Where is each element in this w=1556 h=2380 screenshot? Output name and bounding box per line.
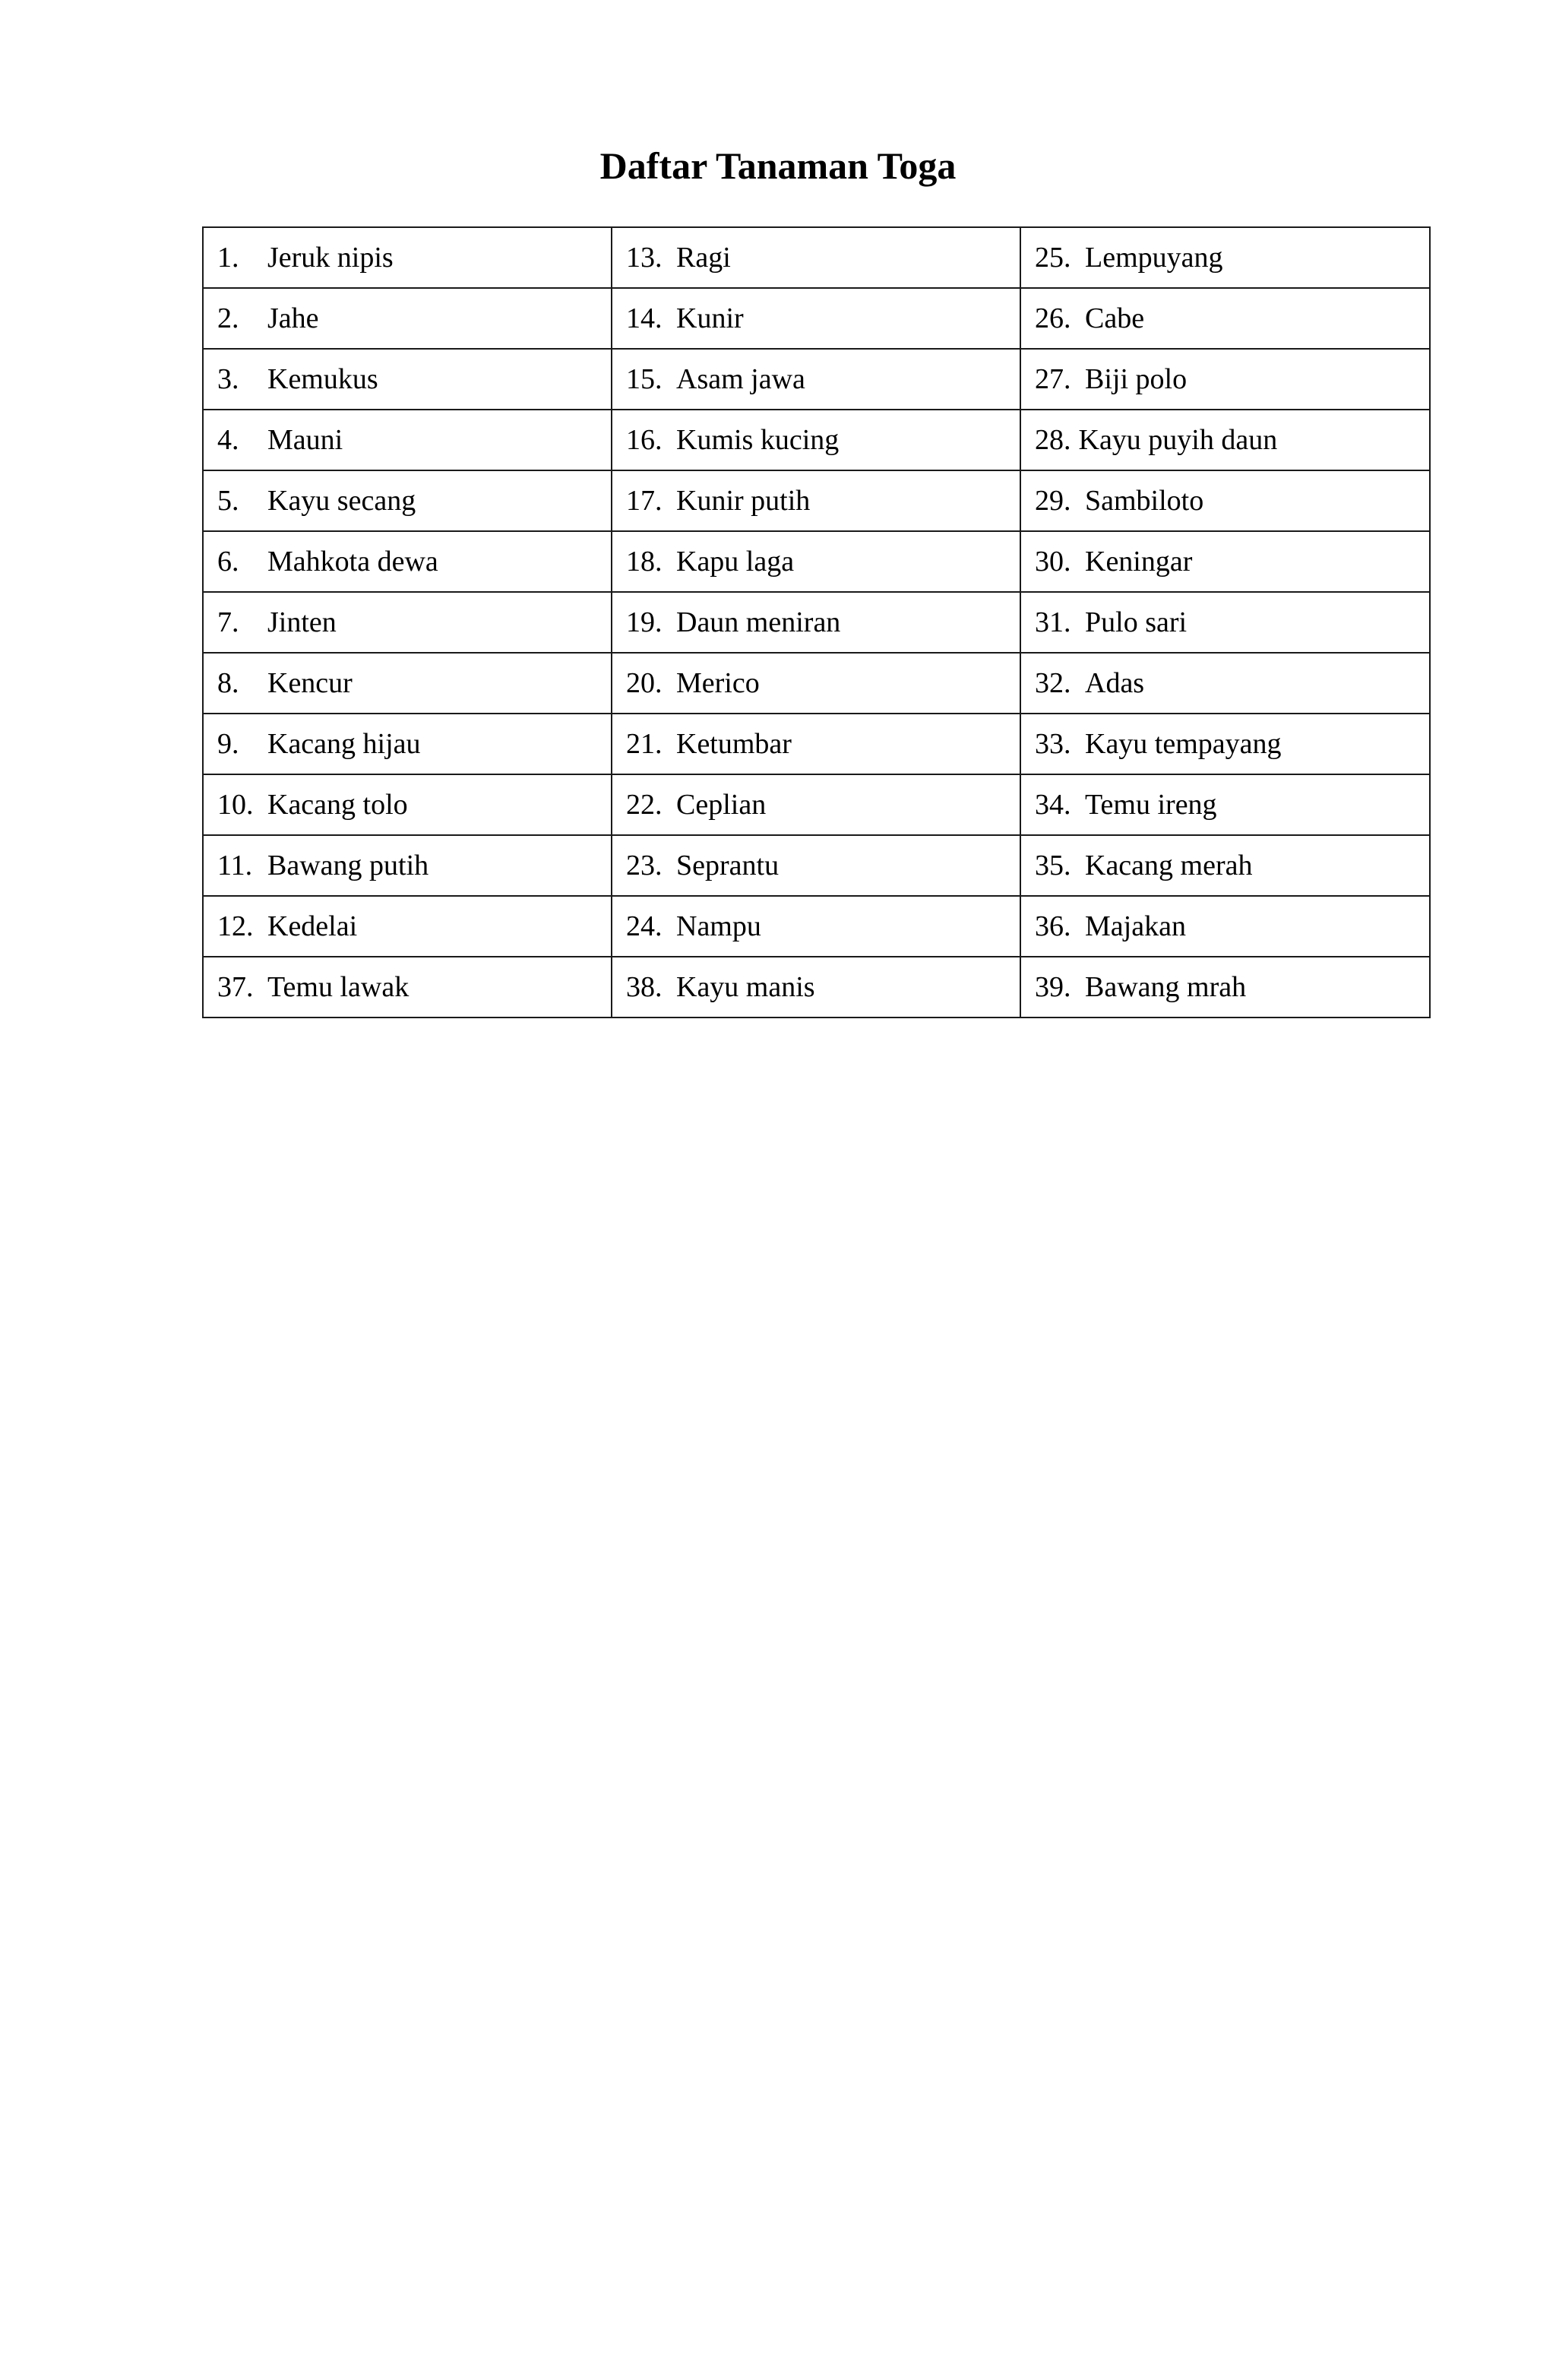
item-number: 4. [217, 424, 239, 456]
table-cell [203, 592, 612, 653]
table-row [203, 835, 1430, 896]
plant-name: Kencur [267, 667, 353, 699]
plant-name: Majakan [1085, 910, 1186, 942]
table-cell [1020, 288, 1430, 349]
document-title: Daftar Tanaman Toga [599, 144, 957, 187]
table-cell [612, 835, 1020, 896]
item-number: 12. [217, 910, 254, 942]
item-number: 30. [1035, 546, 1071, 578]
item-number: 15. [626, 363, 663, 395]
plant-name: Nampu [676, 910, 761, 942]
plant-name: Asam jawa [676, 363, 805, 395]
item-number: 10. [217, 789, 254, 821]
table-row [203, 774, 1430, 835]
table-cell [203, 531, 612, 592]
table-cell [1020, 349, 1430, 410]
plant-list-table [202, 226, 1431, 1018]
plant-name: Kemukus [267, 363, 378, 395]
table-cell [203, 714, 612, 774]
table-row [203, 470, 1430, 531]
plant-name: Kacang merah [1085, 850, 1253, 881]
item-number: 31. [1035, 606, 1071, 638]
table-cell [203, 349, 612, 410]
item-number: 16. [626, 424, 663, 456]
plant-name: Kayu secang [267, 485, 416, 517]
table-cell [612, 410, 1020, 470]
item-number: 21. [626, 728, 663, 760]
plant-name: Kayu manis [676, 971, 815, 1003]
item-number: 24. [626, 910, 663, 942]
table-row [203, 227, 1430, 288]
table-cell [612, 774, 1020, 835]
table-cell [612, 531, 1020, 592]
plant-name: Kacang tolo [267, 789, 408, 821]
plant-name: Kapu laga [676, 546, 795, 578]
item-number: 26. [1035, 302, 1071, 334]
item-number: 28. [1035, 424, 1071, 456]
item-number: 35. [1035, 850, 1071, 881]
plant-name: Biji polo [1085, 363, 1188, 395]
item-number: 39. [1035, 971, 1071, 1003]
table-row [203, 653, 1430, 714]
table-row [203, 592, 1430, 653]
plant-name: Sambiloto [1085, 485, 1204, 517]
item-number: 6. [217, 546, 239, 578]
plant-name: Temu lawak [267, 971, 410, 1003]
table-cell [1020, 470, 1430, 531]
plant-name: Cabe [1085, 302, 1145, 334]
plant-name: Temu ireng [1085, 789, 1217, 821]
table-cell [612, 896, 1020, 957]
plant-name: Bawang putih [267, 850, 429, 881]
item-number: 7. [217, 606, 239, 638]
item-number: 17. [626, 485, 663, 517]
plant-name: Lempuyang [1085, 242, 1223, 274]
table-row [203, 957, 1430, 1018]
table-row [203, 896, 1430, 957]
plant-name: Kedelai [267, 910, 358, 942]
table-cell [1020, 227, 1430, 288]
plant-name: Pulo sari [1085, 606, 1188, 638]
item-number: 27. [1035, 363, 1071, 395]
plant-name: Kacang hijau [267, 728, 421, 760]
item-number: 37. [217, 971, 254, 1003]
plant-name: Jahe [267, 302, 319, 334]
table-cell [1020, 957, 1430, 1018]
table-cell [1020, 714, 1430, 774]
item-number: 32. [1035, 667, 1071, 699]
plant-name: Kayu tempayang [1085, 728, 1282, 760]
plant-name: Adas [1085, 667, 1145, 699]
table-cell [612, 957, 1020, 1018]
table-cell [203, 410, 612, 470]
item-number: 38. [626, 971, 663, 1003]
table-row [203, 288, 1430, 349]
item-number: 18. [626, 546, 663, 578]
table-cell [203, 835, 612, 896]
table-cell [203, 288, 612, 349]
table-cell [1020, 592, 1430, 653]
plant-name: Ceplian [676, 789, 767, 821]
plant-name: Kunir [676, 302, 744, 334]
plant-name: Kayu puyih daun [1078, 424, 1278, 456]
item-number: 5. [217, 485, 239, 517]
table-cell [612, 653, 1020, 714]
table-cell [1020, 896, 1430, 957]
item-number: 9. [217, 728, 239, 760]
table-cell [203, 227, 612, 288]
plant-name: Mahkota dewa [267, 546, 438, 578]
plant-name: Mauni [267, 424, 343, 456]
plant-name: Merico [676, 667, 760, 699]
item-number: 20. [626, 667, 663, 699]
plant-name: Jeruk nipis [267, 242, 394, 274]
table-cell [612, 470, 1020, 531]
item-number: 23. [626, 850, 663, 881]
table-cell [612, 227, 1020, 288]
table-cell [1020, 531, 1430, 592]
item-number: 25. [1035, 242, 1071, 274]
plant-name: Jinten [267, 606, 337, 638]
table-row [203, 410, 1430, 470]
table-cell [203, 896, 612, 957]
table-cell [203, 470, 612, 531]
item-number: 33. [1035, 728, 1071, 760]
plant-name: Seprantu [676, 850, 780, 881]
item-number: 11. [217, 850, 253, 881]
item-number: 34. [1035, 789, 1071, 821]
table-cell [1020, 835, 1430, 896]
table-cell [612, 714, 1020, 774]
table-cell [612, 592, 1020, 653]
table-cell [612, 288, 1020, 349]
plant-name: Keningar [1085, 546, 1193, 578]
item-number: 22. [626, 789, 663, 821]
table-cell [203, 957, 612, 1018]
plant-name: Kunir putih [676, 485, 811, 517]
table-row [203, 714, 1430, 774]
table-cell [1020, 653, 1430, 714]
item-number: 14. [626, 302, 663, 334]
item-number: 3. [217, 363, 239, 395]
item-number: 13. [626, 242, 663, 274]
table-row [203, 531, 1430, 592]
table-cell [203, 774, 612, 835]
item-number: 36. [1035, 910, 1071, 942]
item-number: 8. [217, 667, 239, 699]
plant-name: Ketumbar [676, 728, 792, 760]
plant-name: Ragi [676, 242, 731, 274]
item-number: 2. [217, 302, 239, 334]
plant-name: Bawang mrah [1085, 971, 1247, 1003]
table-cell [203, 653, 612, 714]
plant-name: Kumis kucing [676, 424, 840, 456]
item-number: 29. [1035, 485, 1071, 517]
item-number: 1. [217, 242, 239, 274]
plant-name: Daun meniran [676, 606, 841, 638]
table-cell [1020, 410, 1430, 470]
table-cell [612, 349, 1020, 410]
item-number: 19. [626, 606, 663, 638]
table-cell [1020, 774, 1430, 835]
table-row [203, 349, 1430, 410]
